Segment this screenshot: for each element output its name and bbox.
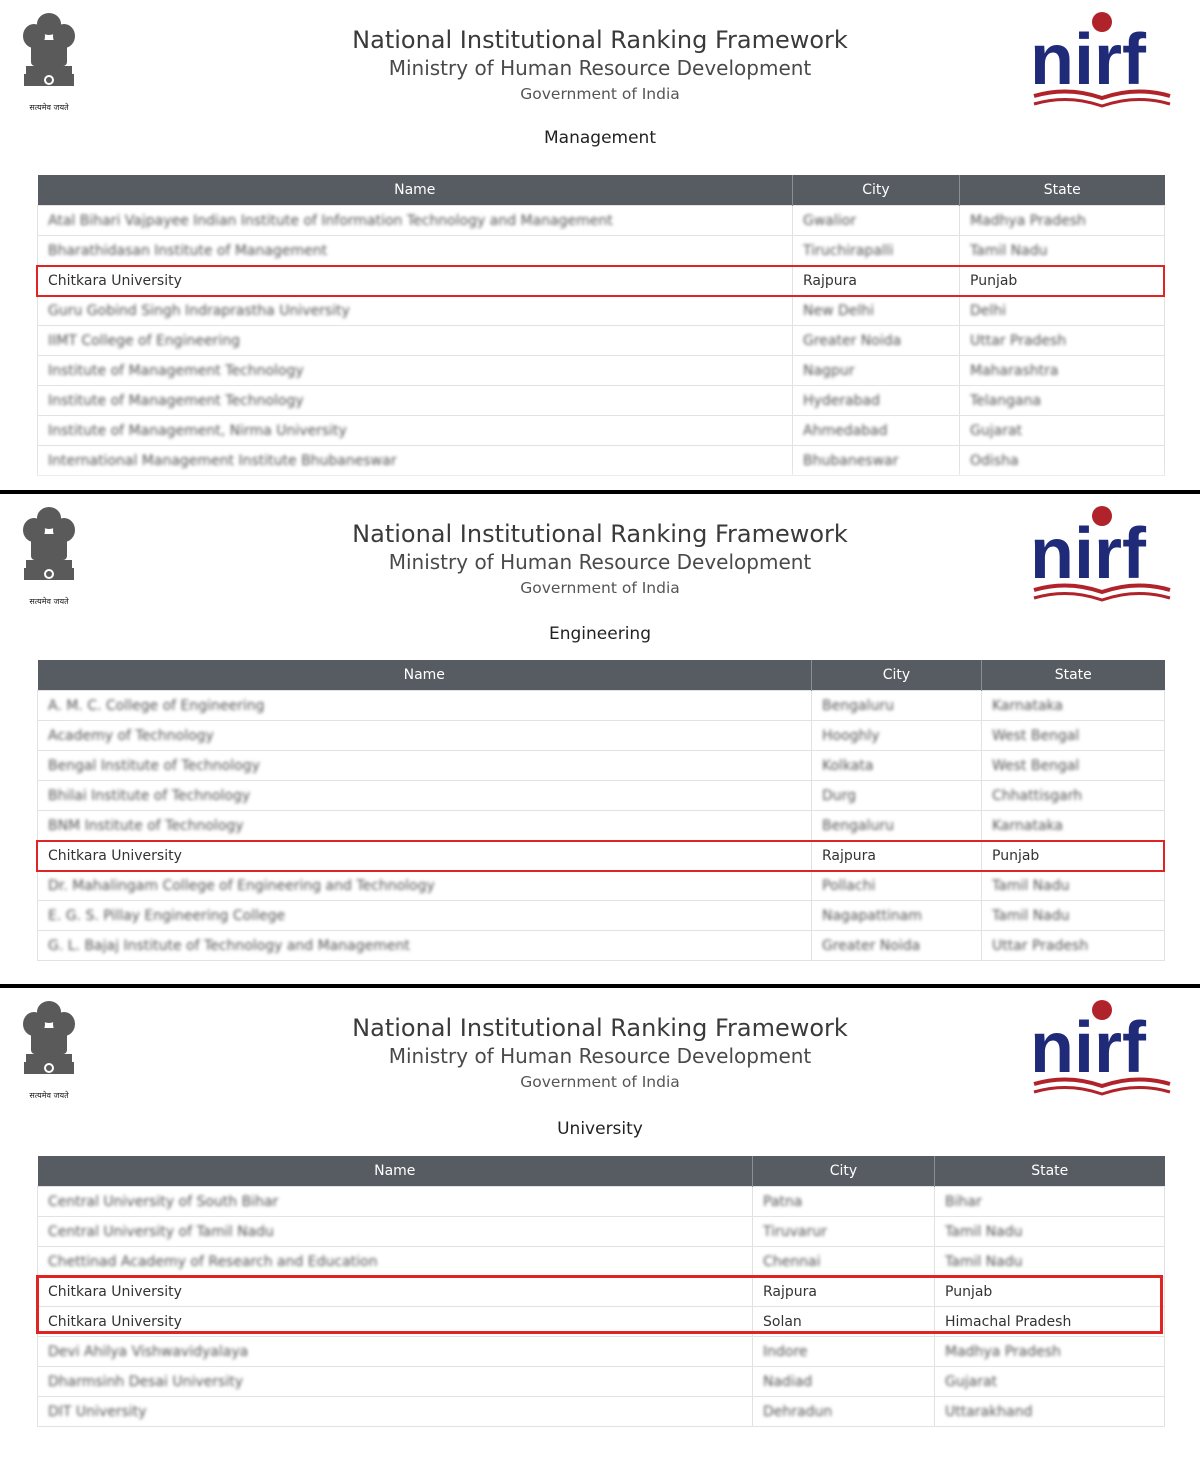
cell-city: Dehradun [753,1397,935,1427]
cell-name: Chitkara University [38,1307,753,1337]
cell-name: G. L. Bajaj Institute of Technology and Management [38,931,812,961]
table-row[interactable] [38,1337,1165,1367]
cell-name: BNM Institute of Technology [38,811,812,841]
cell-city: Tiruvarur [753,1217,935,1247]
cell-name: IIMT College of Engineering [38,326,793,356]
cell-city: Ahmedabad [793,416,960,446]
table-row[interactable] [38,236,1165,266]
table-row[interactable] [38,721,1165,751]
cell-name: Bengal Institute of Technology [38,751,812,781]
logo-wordmark: nirf [1030,20,1146,100]
cell-city: Indore [753,1337,935,1367]
cell-city: Durg [812,781,982,811]
cell-city: Rajpura [793,266,960,296]
university-panel [0,988,1200,1478]
cell-city: Gwalior [793,206,960,236]
column-header-state[interactable]: State [935,1156,1165,1187]
table-row[interactable] [38,326,1165,356]
logo-wordmark: nirf [1030,1008,1146,1088]
column-header-name[interactable]: Name [38,1156,753,1187]
table-row[interactable] [38,871,1165,901]
government-name: Government of India [520,1073,680,1091]
cell-state: Gujarat [960,416,1165,446]
cell-state: Tamil Nadu [960,236,1165,266]
table-row[interactable] [38,931,1165,961]
cell-state: Uttarakhand [935,1397,1165,1427]
category-title: University [557,1119,643,1139]
cell-name: E. G. S. Pillay Engineering College [38,901,812,931]
page-title: National Institutional Ranking Framework [352,26,848,54]
cell-city: Rajpura [812,841,982,871]
cell-state: West Bengal [982,751,1165,781]
management-panel [0,0,1200,490]
table-row[interactable] [38,296,1165,326]
cell-state: West Bengal [982,721,1165,751]
table-row[interactable] [38,901,1165,931]
cell-state: Punjab [960,266,1165,296]
cell-state: Odisha [960,446,1165,476]
table-row[interactable] [38,206,1165,236]
cell-state: Gujarat [935,1367,1165,1397]
cell-city: Patna [753,1187,935,1217]
cell-name: Academy of Technology [38,721,812,751]
table-row[interactable] [38,1367,1165,1397]
cell-state: Karnataka [982,811,1165,841]
cell-city: Tiruchirapalli [793,236,960,266]
nirf-logo-icon [1030,8,1176,116]
cell-name: International Management Institute Bhubaneswar [38,446,793,476]
cell-city: Bhubaneswar [793,446,960,476]
cell-name: Central University of Tamil Nadu [38,1217,753,1247]
cell-name: Dharmsinh Desai University [38,1367,753,1397]
category-title: Engineering [549,624,651,644]
nirf-logo-icon [1030,996,1176,1104]
cell-name: Institute of Management, Nirma University [38,416,793,446]
cell-state: Chhattisgarh [982,781,1165,811]
cell-name: Chettinad Academy of Research and Education [38,1247,753,1277]
cell-city: Hooghly [812,721,982,751]
cell-name: Dr. Mahalingam College of Engineering and Technology [38,871,812,901]
column-header-name[interactable]: Name [38,175,793,206]
emblem-motto: सत्यमेव जयते [29,1091,69,1100]
table-row-highlighted[interactable] [38,1277,1165,1307]
table-row-highlighted[interactable] [38,266,1165,296]
cell-state: Madhya Pradesh [935,1337,1165,1367]
cell-state: Bihar [935,1187,1165,1217]
ministry-name: Ministry of Human Resource Development [388,1044,812,1068]
cell-state: Uttar Pradesh [982,931,1165,961]
table-row[interactable] [38,1187,1165,1217]
cell-city: New Delhi [793,296,960,326]
ministry-name: Ministry of Human Resource Development [388,56,812,80]
cell-city: Hyderabad [793,386,960,416]
table-header-row [38,175,1165,206]
cell-name: Atal Bihari Vajpayee Indian Institute of Information Technology and Management [38,206,793,236]
cell-city: Chennai [753,1247,935,1277]
cell-city: Rajpura [753,1277,935,1307]
table-header-row [38,660,1165,691]
cell-name: Central University of South Bihar [38,1187,753,1217]
cell-state: Punjab [982,841,1165,871]
cell-name: Bhilai Institute of Technology [38,781,812,811]
cell-city: Kolkata [812,751,982,781]
cell-name: Chitkara University [38,841,812,871]
engineering-panel [0,494,1200,984]
cell-name: A. M. C. College of Engineering [38,691,812,721]
table-row[interactable] [38,781,1165,811]
cell-name: DIT University [38,1397,753,1427]
cell-city: Solan [753,1307,935,1337]
table-row[interactable] [38,356,1165,386]
nirf-logo-icon [1030,502,1176,610]
institutions-table [37,660,1165,961]
cell-state: Punjab [935,1277,1165,1307]
cell-city: Greater Noida [812,931,982,961]
cell-name: Chitkara University [38,1277,753,1307]
government-name: Government of India [520,85,680,103]
nirf-logo [1030,502,1176,610]
cell-state: Madhya Pradesh [960,206,1165,236]
cell-state: Karnataka [982,691,1165,721]
emblem-motto: सत्यमेव जयते [29,103,69,112]
table-row[interactable] [38,1397,1165,1427]
cell-city: Pollachi [812,871,982,901]
table-row[interactable] [38,386,1165,416]
cell-name: Bharathidasan Institute of Management [38,236,793,266]
scroll-fade [0,468,1200,490]
table-row[interactable] [38,416,1165,446]
table-row[interactable] [38,1217,1165,1247]
column-header-state[interactable]: State [982,660,1165,691]
cell-name: Devi Ahilya Vishwavidyalaya [38,1337,753,1367]
cell-state: Tamil Nadu [982,901,1165,931]
table-row-highlighted[interactable] [38,1307,1165,1337]
column-header-name[interactable]: Name [38,660,812,691]
emblem-motto: सत्यमेव जयते [29,597,69,606]
institutions-table [37,175,1165,476]
ministry-name: Ministry of Human Resource Development [388,550,812,574]
logo-wordmark: nirf [1030,514,1146,594]
cell-state: Himachal Pradesh [935,1307,1165,1337]
cell-city: Nagpur [793,356,960,386]
cell-city: Nagapattinam [812,901,982,931]
column-header-city[interactable]: City [812,660,982,691]
table-row[interactable] [38,811,1165,841]
nirf-logo [1030,8,1176,116]
cell-state: Telangana [960,386,1165,416]
cell-name: Chitkara University [38,266,793,296]
table-row[interactable] [38,1247,1165,1277]
government-name: Government of India [520,579,680,597]
cell-city: Bengaluru [812,811,982,841]
cell-name: Guru Gobind Singh Indraprastha University [38,296,793,326]
cell-state: Tamil Nadu [935,1217,1165,1247]
column-header-city[interactable]: City [793,175,960,206]
cell-city: Greater Noida [793,326,960,356]
column-header-state[interactable]: State [960,175,1165,206]
nirf-logo [1030,996,1176,1104]
table-row-highlighted[interactable] [38,841,1165,871]
column-header-city[interactable]: City [753,1156,935,1187]
cell-state: Uttar Pradesh [960,326,1165,356]
page-title: National Institutional Ranking Framework [352,520,848,548]
cell-name: Institute of Management Technology [38,356,793,386]
table-row[interactable] [38,691,1165,721]
cell-state: Delhi [960,296,1165,326]
page-title: National Institutional Ranking Framework [352,1014,848,1042]
cell-city: Nadiad [753,1367,935,1397]
category-title: Management [544,128,656,148]
cell-city: Bengaluru [812,691,982,721]
cell-state: Tamil Nadu [982,871,1165,901]
cell-name: Institute of Management Technology [38,386,793,416]
cell-state: Maharashtra [960,356,1165,386]
cell-state: Tamil Nadu [935,1247,1165,1277]
table-row[interactable] [38,751,1165,781]
institutions-table [37,1156,1165,1427]
table-header-row [38,1156,1165,1187]
